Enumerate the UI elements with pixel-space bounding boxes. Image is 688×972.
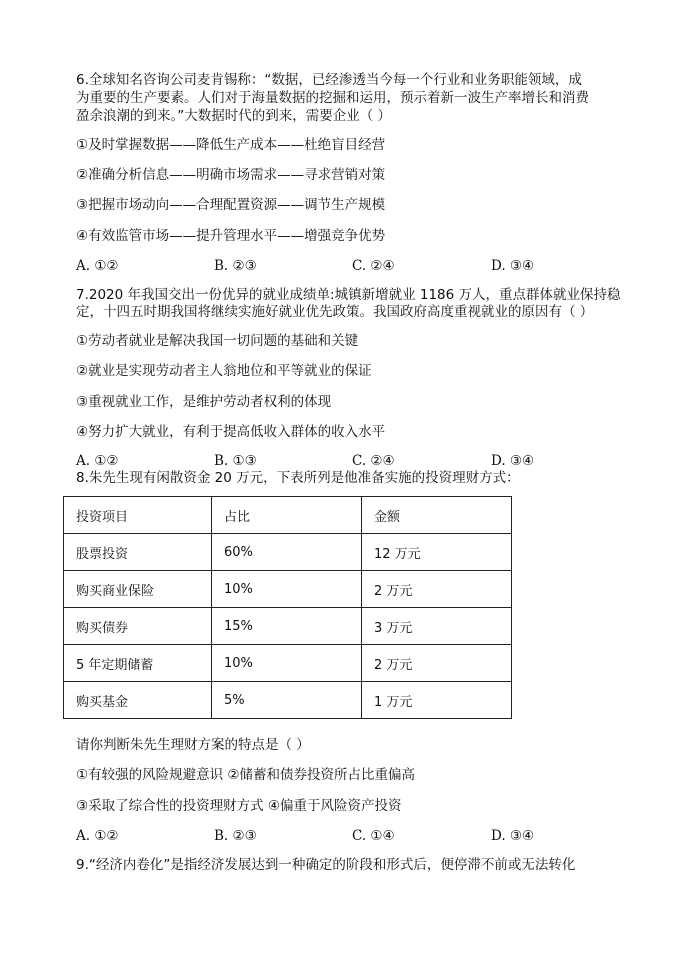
q7-item-4: ④努力扩大就业，有利于提高低收入群体的收入水平 [76, 424, 386, 440]
investment-table [63, 496, 512, 719]
table-cell: 5% [212, 682, 362, 719]
q6-option-c: C. ②④ [352, 258, 395, 274]
table-cell: 5 年定期储蓄 [64, 645, 212, 682]
q6-item-3: ③把握市场动向——合理配置资源——调节生产规模 [76, 197, 386, 213]
q8-option-b: B. ②③ [214, 828, 257, 844]
table-cell: 10% [212, 571, 362, 608]
q6-stem-line1: 6.全球知名咨询公司麦肯锡称：“数据，已经渗透当今每一个行业和业务职能领域，成 [76, 72, 582, 88]
q9-stem-line1: 9.“经济内卷化”是指经济发展达到一种确定的阶段和形式后，便停滞不前或无法转化 [76, 857, 576, 873]
table-header-cell: 金额 [362, 497, 512, 534]
table-header-cell: 占比 [212, 497, 362, 534]
q8-option-c: C. ①④ [352, 828, 395, 844]
q6-option-b: B. ②③ [214, 258, 257, 274]
q7-item-1: ①劳动者就业是解决我国一切问题的基础和关键 [76, 333, 359, 349]
q7-item-3: ③重视就业工作，是维护劳动者权利的体现 [76, 394, 332, 410]
q7-option-d: D. ③④ [491, 453, 535, 469]
table-header-row [64, 497, 512, 534]
q7-option-c: C. ②④ [352, 453, 395, 469]
table-cell: 购买商业保险 [64, 571, 212, 608]
q6-item-1: ①及时掌握数据——降低生产成本——杜绝盲目经营 [76, 137, 386, 153]
table-cell: 1 万元 [362, 682, 512, 719]
table-cell: 购买债券 [64, 608, 212, 645]
table-header-cell: 投资项目 [64, 497, 212, 534]
table-cell: 12 万元 [362, 534, 512, 571]
table-cell: 10% [212, 645, 362, 682]
q6-item-4: ④有效监管市场——提升管理水平——增强竞争优势 [76, 228, 386, 244]
q8-items-line2: ③采取了综合性的投资理财方式 ④偏重于风险资产投资 [76, 798, 402, 814]
q6-option-a: A. ①② [76, 258, 119, 274]
q6-stem-line2: 为重要的生产要素。人们对于海量数据的挖掘和运用，预示着新一波生产率增长和消费 [76, 90, 589, 106]
q7-option-b: B. ①③ [214, 453, 257, 469]
table-row [64, 608, 512, 645]
q8-items-line1: ①有较强的风险规避意识 ②储蓄和债券投资所占比重偏高 [76, 767, 415, 783]
q7-stem-line2: 定，十四五时期我国将继续实施好就业优先政策。我国政府高度重视就业的原因有（ ） [76, 304, 594, 320]
table-cell: 2 万元 [362, 645, 512, 682]
q7-stem-line1: 7.2020 年我国交出一份优异的就业成绩单:城镇新增就业 1186 万人，重点群体就业保持稳 [76, 287, 621, 303]
table-row [64, 682, 512, 719]
table-cell: 购买基金 [64, 682, 212, 719]
q7-option-a: A. ①② [76, 453, 119, 469]
table-cell: 2 万元 [362, 571, 512, 608]
q8-option-d: D. ③④ [491, 828, 535, 844]
table-row [64, 534, 512, 571]
table-cell: 60% [212, 534, 362, 571]
q7-item-2: ②就业是实现劳动者主人翁地位和平等就业的保证 [76, 363, 372, 379]
q8-ask: 请你判断朱先生理财方案的特点是（ ） [76, 737, 310, 753]
table-cell: 3 万元 [362, 608, 512, 645]
table-row [64, 645, 512, 682]
q6-item-2: ②准确分析信息——明确市场需求——寻求营销对策 [76, 167, 386, 183]
q8-stem: 8.朱先生现有闲散资金 20 万元，下表所列是他准备实施的投资理财方式： [76, 470, 520, 486]
q6-option-d: D. ③④ [491, 258, 535, 274]
table-cell: 15% [212, 608, 362, 645]
table-cell: 股票投资 [64, 534, 212, 571]
q8-option-a: A. ①② [76, 828, 119, 844]
table-row [64, 571, 512, 608]
q6-stem-line3: 盈余浪潮的到来。”大数据时代的到来，需要企业（ ） [76, 108, 392, 124]
